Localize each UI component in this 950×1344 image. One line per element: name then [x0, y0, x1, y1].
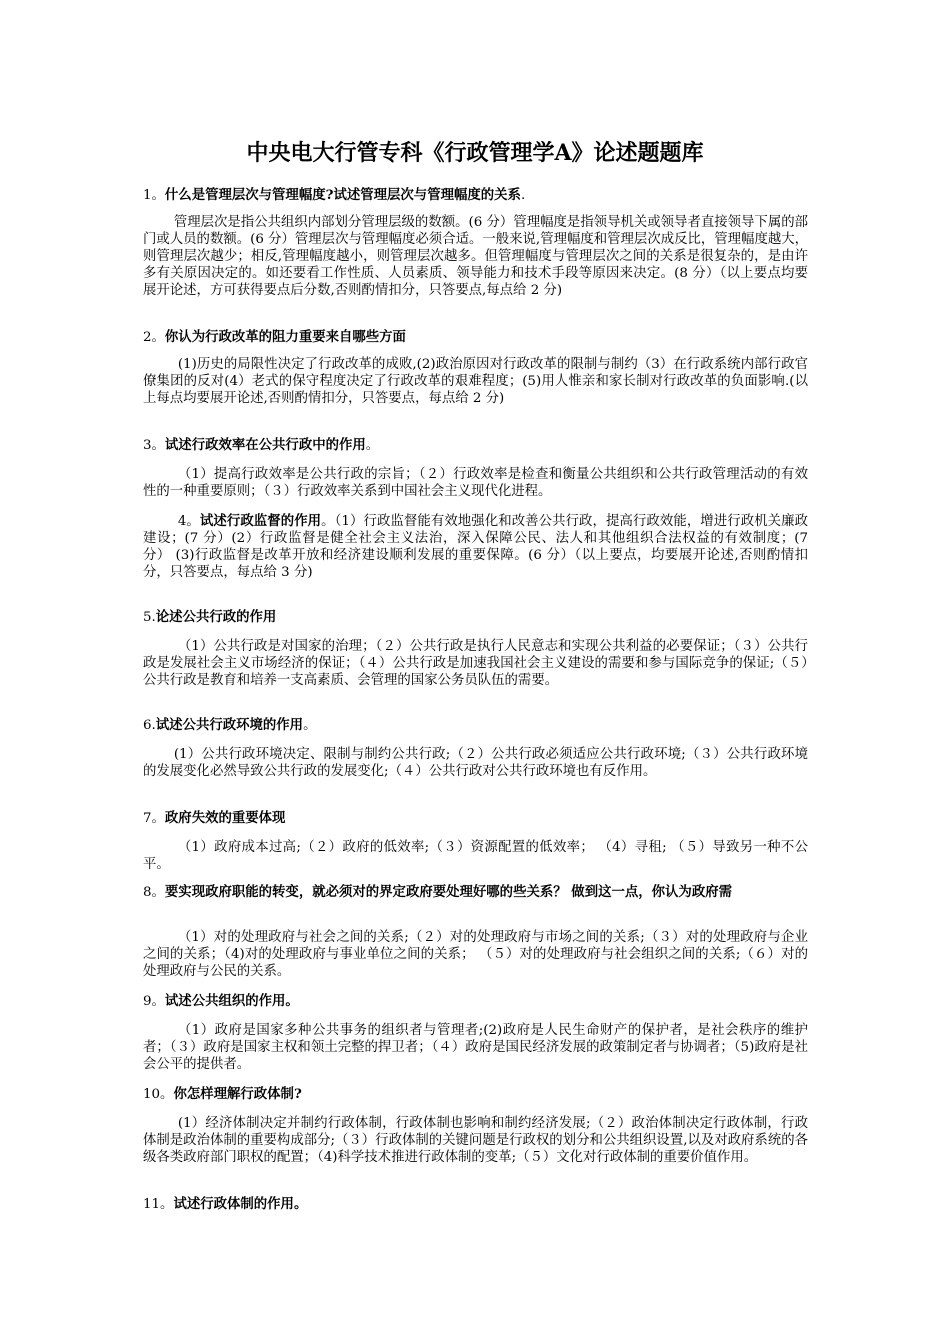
- answer-10: (1）经济体制决定并制约行政体制，行政体制也影响和制约经济发展;（２）政治体制决定行政体制，行政体制是政治体制的重要构成部分;（３）行政体制的关键问题是行政权的划分和公共组织设置,以及对政府系统的各级各类政府部门职权的配置；（4)科学技术推进行政体制的变革;（５）文化对行政体制的重要价值作用。: [143, 1116, 808, 1165]
- question-number: 6.: [143, 718, 156, 733]
- question-number: 10。: [143, 1087, 174, 1102]
- question-text: 你怎样理解行政体制?: [173, 1086, 302, 1102]
- question-text: 政府失效的重要体现: [164, 810, 286, 826]
- question-7: [143, 810, 813, 827]
- question-number: 11。: [143, 1197, 174, 1212]
- answer-text: （1）行政监督能有效地强化和改善公共行政，提高行政效能，增进行政机关廉政建设；(7 分）(2）行政监督是健全社会主义法治，深入保障公民、法人和其他组织合法权益的有效制度；(7 分） (3)行政监督是改革开放和经济建设顺利发展的重要保障。(6 分）（以上要点，均要展开论述,否则酌情扣分，只答要点，每点给 3 分): [143, 514, 809, 580]
- question-number: 5.: [143, 610, 156, 625]
- answer-4: [143, 513, 808, 581]
- answer-1: 管理层次是指公共组织内部划分管理层级的数额。(6 分）管理幅度是指领导机关或领导者直接领导下属的部门或人员的数额。(6 分）管理层次与管理幅度必须合适。一般来说,管理幅度和管理层次成反比，管理幅度越大，则管理层次越少；相反,管理幅度越小，则管理层次越多。但管理幅度与管理层次之间的关系是很复杂的，是由许多有关原因决定的。如还要看工作性质、人员素质、领导能力和技术手段等原因来决定。(8 分）（以上要点均要展开论述，方可获得要点后分数,否则酌情扣分，只答要点,每点给 2 分): [143, 215, 809, 298]
- question-number: 7。: [143, 811, 165, 826]
- page-title: 中央电大行管专科《行政管理学A》论述题题库: [246, 140, 704, 166]
- answer-8: （1）对的处理政府与社会之间的关系;（２）对的处理政府与市场之间的关系;（３）对的处理政府与企业之间的关系；（4)对的处理政府与事业单位之间的关系； （５）对的处理政府与社会组织之间的关系;（６）对的处理政府与公民的关系。: [143, 930, 808, 979]
- answer-5: （1）公共行政是对国家的治理；（２）公共行政是执行人民意志和实现公共利益的必要保证；（３）公共行政是发展社会主义市场经济的保证；（４）公共行政是加速我国社会主义建设的需要和参与国际竞争的保证;（５）公共行政是教育和培养一支高素质、会管理的国家公务员队伍的需要。: [143, 639, 808, 688]
- answer-2: (1)历史的局限性决定了行政改革的成败,(2)政治原因对行政改革的限制与制约（3）在行政系统内部行政官僚集团的反对(4）老式的保守程度决定了行政改革的艰难程度；(5)用人惟亲和家长制对行政改革的负面影响.(以上每点均要展开论述,否则酌情扣分，只答要点，每点给 2 分): [143, 357, 808, 406]
- question-text: 试述行政效率在公共行政中的作用: [164, 437, 366, 453]
- question-tail: 。: [321, 514, 335, 529]
- question-text: 试述行政体制的作用。: [173, 1196, 308, 1212]
- question-text: 试述公共组织的作用。: [164, 993, 299, 1009]
- question-number: 1。: [143, 188, 165, 203]
- question-text: 试述公共行政环境的作用: [155, 717, 304, 733]
- question-1: [143, 187, 813, 204]
- question-tail: 。: [303, 718, 317, 733]
- question-number: 9。: [143, 994, 165, 1009]
- question-2: [143, 329, 813, 346]
- question-3: [143, 437, 813, 454]
- question-5: [143, 609, 813, 626]
- question-number: 8。: [143, 885, 165, 900]
- question-6: [143, 717, 813, 734]
- answer-9: （1）政府是国家多种公共事务的组织者与管理者;(2)政府是人民生命财产的保护者，是社会秩序的维护者；（３）政府是国家主权和领土完整的捍卫者；（４）政府是国民经济发展的政策制定者与协调者；（5)政府是社会公平的提供者。: [143, 1023, 808, 1072]
- question-text: 论述公共行政的作用: [155, 609, 277, 625]
- question-tail: .: [520, 188, 526, 203]
- question-10: [143, 1086, 813, 1103]
- question-text: 试述行政监督的作用: [199, 513, 322, 529]
- answer-6: (1）公共行政环境决定、限制与制约公共行政;（２）公共行政必须适应公共行政环境;（３）公共行政环境的发展变化必然导致公共行政的发展变化;（４）公共行政对公共行政环境也有反作用。: [143, 747, 808, 779]
- question-text: 什么是管理层次与管理幅度?试述管理层次与管理幅度的关系: [164, 187, 521, 203]
- question-text: 要实现政府职能的转变，就必须对的界定政府要处理好哪的些关系？ 做到这一点，你认为政府需: [164, 884, 732, 900]
- question-tail: 。: [365, 438, 380, 453]
- question-text: 你认为行政改革的阻力重要来自哪些方面: [164, 329, 406, 345]
- question-number: 3。: [143, 438, 165, 453]
- question-number: 4。: [177, 514, 200, 529]
- question-8: [143, 884, 813, 901]
- question-9: [143, 993, 813, 1010]
- question-number: 2。: [143, 330, 165, 345]
- answer-3: （1）提高行政效率是公共行政的宗旨；（２）行政效率是检查和衡量公共组织和公共行政管理活动的有效性的一种重要原则；（３）行政效率关系到中国社会主义现代化进程。: [143, 467, 808, 499]
- answer-7: （1）政府成本过高;（２）政府的低效率;（３）资源配置的低效率； （4）寻租; （５）导致另一种不公平。: [143, 840, 808, 872]
- question-11: [143, 1196, 813, 1213]
